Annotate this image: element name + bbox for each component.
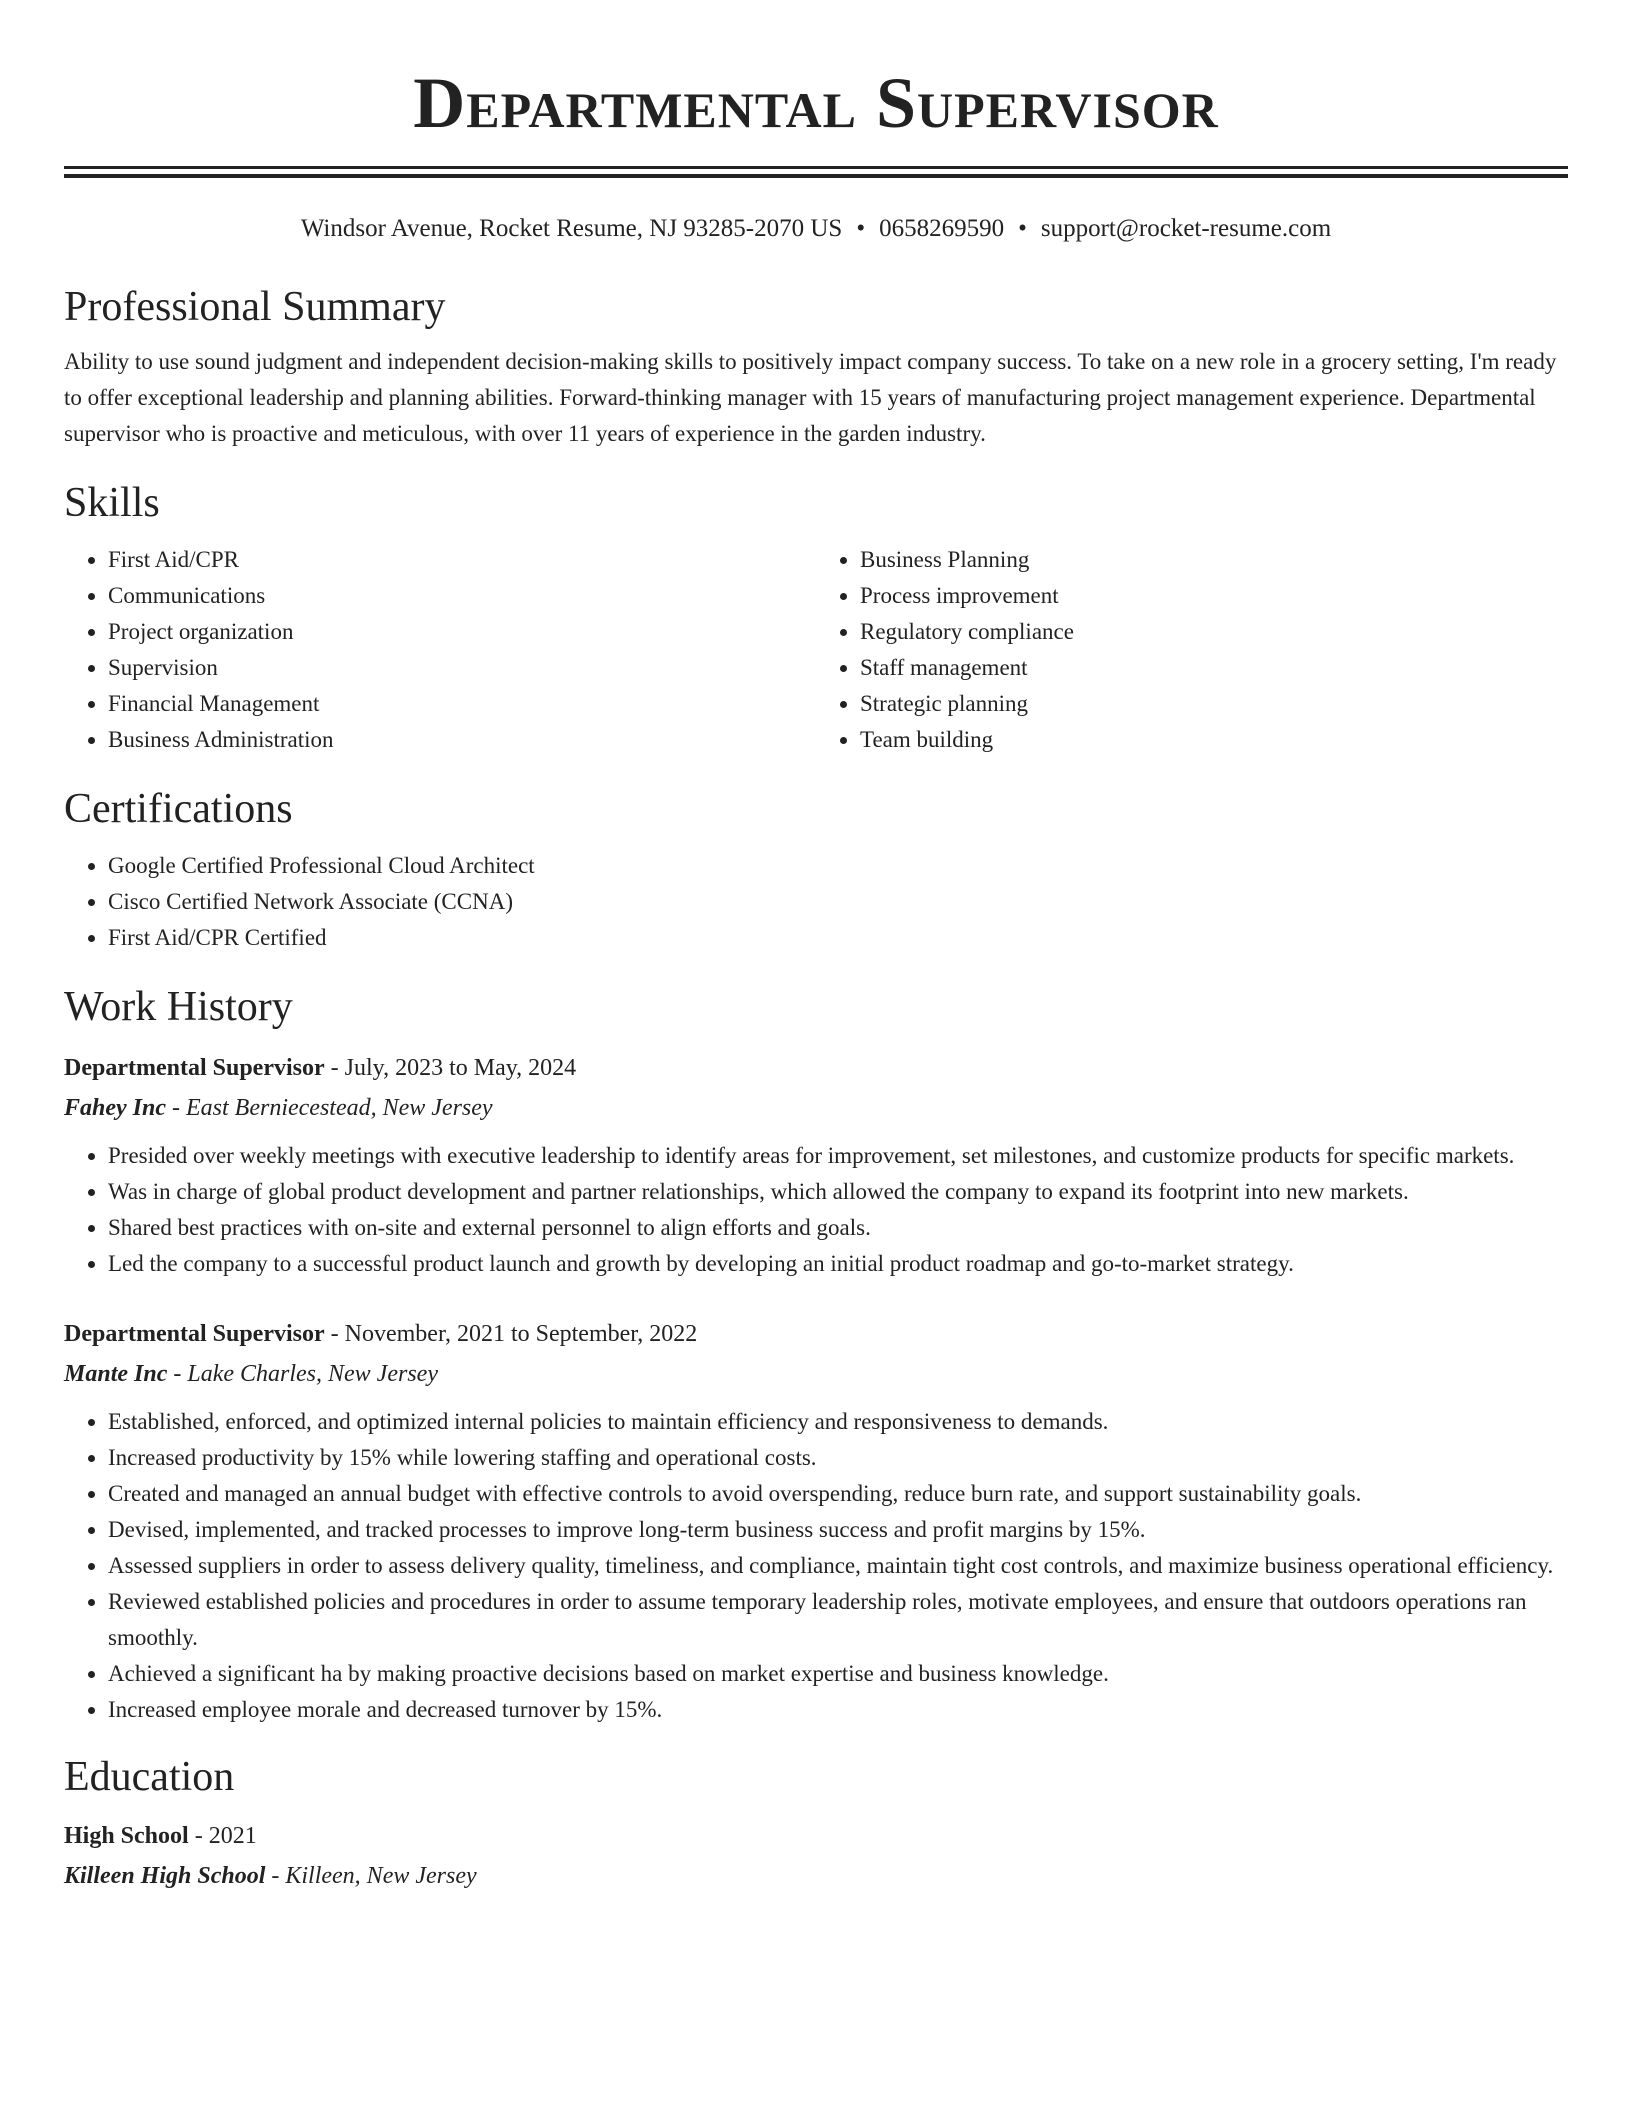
job-bullet: • Assessed suppliers in order to assess delivery quality, timeliness, and compliance, maintain tight cost controls, and maximize business operational efficiency. [108,1548,1568,1584]
skill-item: • Team building [860,722,1568,758]
job-bullets [64,1138,1568,1282]
job-entry [64,1048,1568,1282]
job-bullet: • Shared best practices with on-site and external personnel to align efforts and goals. [108,1210,1568,1246]
job-location: - Lake Charles, New Jersey [167,1361,438,1387]
skills-columns [64,542,1568,758]
job-title-line [64,1048,1568,1088]
job-bullet: • Established, enforced, and optimized internal policies to maintain efficiency and responsiveness to demands. [108,1404,1568,1440]
certifications-heading: Certifications [64,786,293,832]
education-degree: High School [64,1823,189,1849]
skills-list-left [64,542,816,758]
job-employer: Mante Inc [64,1361,168,1387]
contact-separator: • [856,215,866,242]
job-bullet: • Increased employee morale and decreased turnover by 15%. [108,1692,1568,1728]
education-school: Killeen High School [64,1863,266,1889]
skill-item: • Business Planning [860,542,1568,578]
skill-item: • Process improvement [860,578,1568,614]
skills-list-right [816,542,1568,758]
header-divider [64,166,1568,178]
contact-separator: • [1018,215,1027,242]
education-location: - Killeen, New Jersey [265,1863,477,1889]
skill-item: • Communications [108,578,816,614]
job-bullet: • Presided over weekly meetings with executive leadership to identify areas for improvement, set milestones, and customize products for specific markets. [108,1138,1568,1174]
summary-heading: Professional Summary [64,284,446,330]
skill-item: • Strategic planning [860,686,1568,722]
job-bullet: • Achieved a significant ha by making proactive decisions based on market expertise and business knowledge. [108,1656,1568,1692]
job-dates: - July, 2023 to May, 2024 [324,1055,577,1081]
job-dates: - November, 2021 to September, 2022 [324,1321,698,1347]
job-entry [64,1314,1568,1728]
education-year: - 2021 [188,1823,257,1849]
job-title-line [64,1314,1568,1354]
contact-line [64,214,1568,244]
job-location: - East Berniecestead, New Jersey [166,1095,493,1121]
education-degree-line [64,1816,1568,1856]
certification-item: • Google Certified Professional Cloud Architect [108,848,1568,884]
employer-line [64,1354,1568,1394]
education-entry [64,1816,1568,1896]
certification-item: • First Aid/CPR Certified [108,920,1568,956]
job-role: Departmental Supervisor [64,1321,325,1347]
contact-email: support@rocket-resume.com [1040,215,1332,242]
skill-item: • Regulatory compliance [860,614,1568,650]
employer-line [64,1088,1568,1128]
resume-name: Departmental Supervisor [413,63,1219,143]
certification-item: • Cisco Certified Network Associate (CCNA) [108,884,1568,920]
job-bullets [64,1404,1568,1728]
skill-item: • Supervision [108,650,816,686]
job-bullet: • Led the company to a successful product launch and growth by developing an initial product roadmap and go-to-market strategy. [108,1246,1568,1282]
contact-address: Windsor Avenue, Rocket Resume, NJ 93285-2070 US [300,215,843,242]
job-bullet: • Created and managed an annual budget with effective controls to avoid overspending, reduce burn rate, and support sustainability goals. [108,1476,1568,1512]
skill-item: • Business Administration [108,722,816,758]
job-employer: Fahey Inc [64,1095,166,1121]
job-bullet: • Reviewed established policies and procedures in order to assume temporary leadership roles, motivate employees, and ensure that outdoors operations ran smoothly. [108,1584,1568,1656]
skill-item: • Financial Management [108,686,816,722]
contact-phone: 0658269590 [879,215,1005,242]
summary-text: Ability to use sound judgment and independent decision-making skills to positively impact company success. To take on a new role in a grocery setting, I'm ready to offer exceptional leadership and planning abilities. Forward-thinking manager with 15 years of manufacturing project management experience. Departmental supervisor who is proactive and meticulous, with over 11 years of experience in the garden industry. [64,349,1557,446]
job-role: Departmental Supervisor [64,1055,325,1081]
skill-item: • Staff management [860,650,1568,686]
skill-item: • Project organization [108,614,816,650]
job-bullet: • Increased productivity by 15% while lowering staffing and operational costs. [108,1440,1568,1476]
certifications-list [64,848,1568,956]
education-heading: Education [64,1754,235,1800]
job-bullet: • Devised, implemented, and tracked processes to improve long-term business success and profit margins by 15%. [108,1512,1568,1548]
skills-heading: Skills [64,480,160,526]
work-history-heading: Work History [64,984,293,1030]
skill-item: • First Aid/CPR [108,542,816,578]
job-bullet: • Was in charge of global product development and partner relationships, which allowed the company to expand its footprint into new markets. [108,1174,1568,1210]
education-school-line [64,1856,1568,1896]
